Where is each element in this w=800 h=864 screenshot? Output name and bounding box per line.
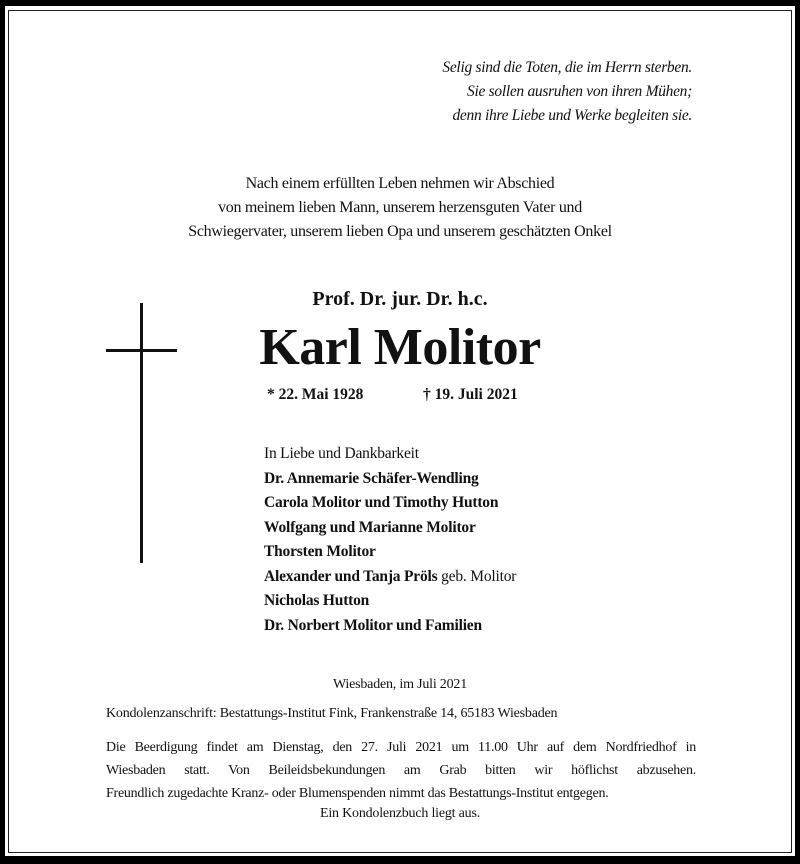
deceased-title: Prof. Dr. jur. Dr. h.c. [312, 288, 488, 310]
bible-quote [442, 56, 692, 128]
intro-line: von meinem lieben Mann, unserem herzensguten Vater und [218, 199, 582, 216]
death-date: † 19. Juli 2021 [423, 386, 518, 403]
place-date: Wiesbaden, im Juli 2021 [332, 677, 468, 692]
quote-line: Selig sind die Toten, die im Herrn sterben. [442, 59, 692, 76]
quote-line: Sie sollen ausruhen von ihren Mühen; [467, 83, 692, 100]
frame-border [8, 10, 792, 853]
intro-text [5, 172, 795, 244]
family-member: Thorsten Molitor [264, 543, 376, 560]
family-member-maiden: geb. Molitor [437, 567, 517, 585]
quote-line: denn ihre Liebe und Werke begleiten sie. [452, 107, 692, 124]
funeral-line: Die Beerdigung findet am Dienstag, den 27. Juli 2021 um 11.00 Uhr auf dem Nordfriedhof in [106, 740, 696, 755]
condolence-book: Ein Kondolenzbuch liegt aus. [319, 806, 481, 821]
family-heading: In Liebe und Dankbarkeit [264, 445, 419, 462]
obituary-notice [5, 6, 795, 856]
birth-date: * 22. Mai 1928 [267, 386, 364, 403]
family-member: Nicholas Hutton [264, 592, 370, 609]
family-member: Alexander und Tanja Pröls [264, 567, 438, 585]
funeral-line: Wiesbaden statt. Von Beileidsbekundungen am Grab bitten wir höflichst abzusehen. [106, 763, 696, 778]
family-member: Dr. Norbert Molitor und Familien [264, 616, 482, 634]
condolence-address: Kondolenzanschrift: Bestattungs-Institut Fink, Frankenstraße 14, 65183 Wiesbaden [106, 706, 558, 721]
family-member: Wolfgang und Marianne Molitor [264, 518, 476, 536]
intro-line: Nach einem erfüllten Leben nehmen wir Abschied [245, 175, 555, 192]
funeral-info [106, 736, 696, 805]
deceased-name: Karl Molitor [259, 319, 541, 376]
funeral-line: Freundlich zugedachte Kranz- oder Blumenspenden nimmt das Bestattungs-Institut entgegen. [106, 786, 609, 801]
family-list [264, 442, 516, 638]
intro-line: Schwiegervater, unserem lieben Opa und unserem geschätzten Onkel [188, 223, 612, 240]
family-member: Carola Molitor und Timothy Hutton [264, 494, 499, 511]
family-member: Dr. Annemarie Schäfer-Wendling [264, 469, 479, 487]
